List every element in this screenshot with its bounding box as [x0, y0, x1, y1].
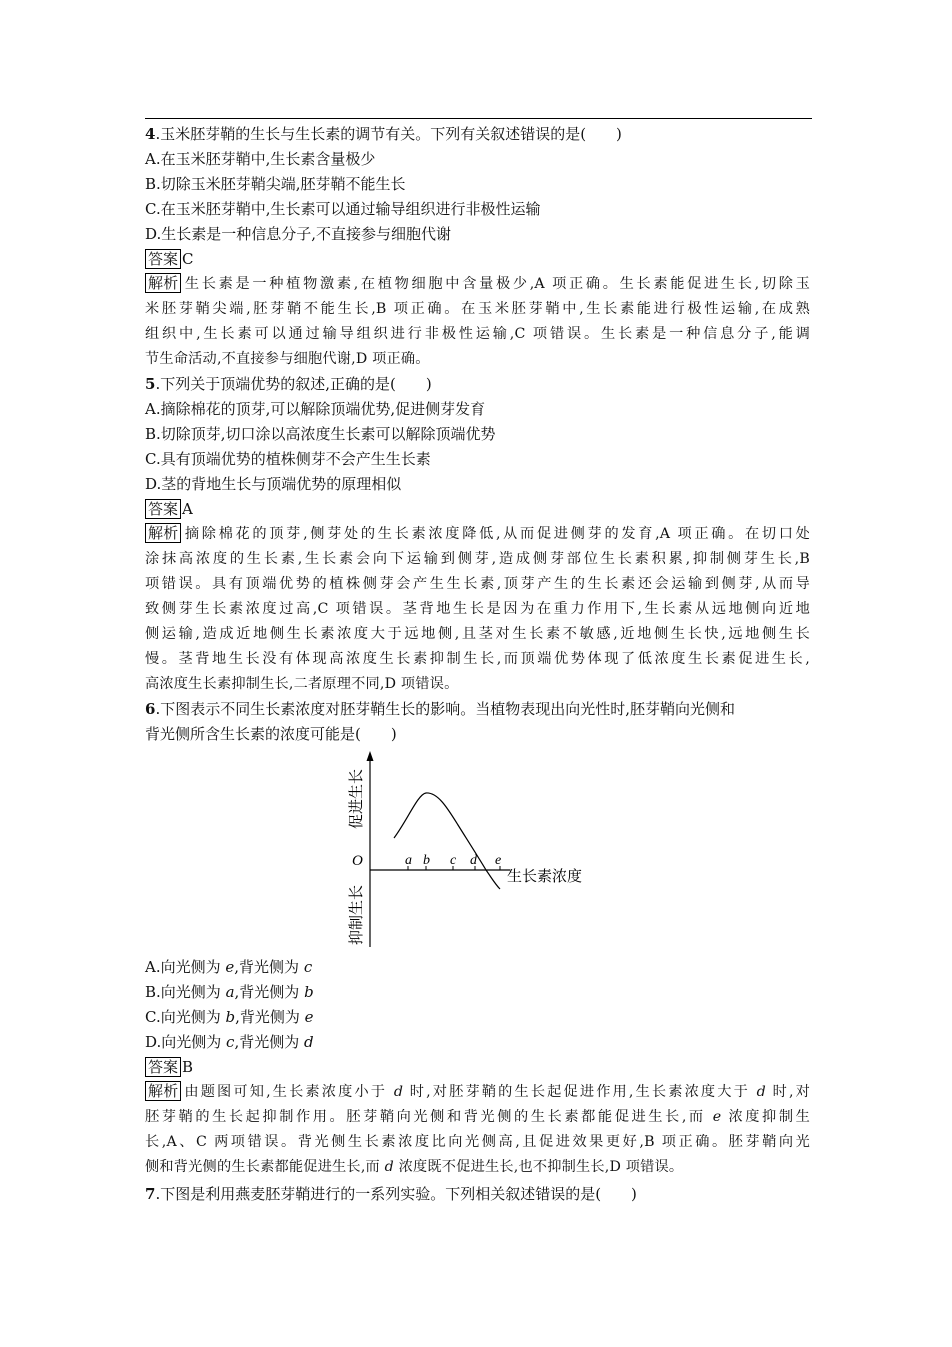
- q6-option-var: c: [303, 958, 313, 976]
- q5-answer: [145, 497, 810, 522]
- q6-analysis-line: [145, 1105, 810, 1130]
- analysis-tag: 解析: [145, 1081, 181, 1101]
- q5-option-b: B.切除顶芽,切口涂以高浓度生长素可以解除顶端优势: [145, 425, 496, 443]
- q6-option-text: B.向光侧为: [145, 983, 226, 1001]
- q6-option-c: [145, 1005, 810, 1030]
- analysis-tag: 解析: [145, 273, 181, 293]
- y-axis-positive-label: 促进生长: [347, 768, 365, 829]
- q6-option-text: A.向光侧为: [145, 958, 226, 976]
- q6-stem: [145, 697, 810, 722]
- q6-option-text: D.向光侧为: [145, 1033, 227, 1051]
- q6-analysis-text: 浓度抑制生: [721, 1109, 810, 1125]
- q6-analysis-text: 浓度既不促进生长,也不抑制生长,D 项错误。: [393, 1159, 684, 1175]
- tick-label-a: a: [405, 853, 412, 868]
- q4-stem: [145, 122, 810, 147]
- q6-option-var: e: [225, 958, 235, 976]
- y-axis-arrow: [367, 751, 374, 761]
- origin-label: O: [352, 853, 363, 869]
- q6-option-text: ,背光侧为: [234, 958, 304, 976]
- tick-label-b: b: [423, 853, 430, 868]
- q7-number: 7: [145, 1185, 156, 1203]
- q6-option-text: ,背光侧为: [234, 1033, 304, 1051]
- q4-option-a: A.在玉米胚芽鞘中,生长素含量极少: [145, 150, 376, 168]
- q4-analysis-text: 生长素是一种植物激素,在植物细胞中含量极少,A 项正确。生长素能促进生长,切除玉: [182, 276, 810, 292]
- q6-analysis-var: d: [384, 1159, 394, 1175]
- q6-option-var: c: [226, 1033, 235, 1051]
- q6-stem-cont: 背光侧所含生长素的浓度可能是( ): [145, 725, 397, 743]
- response-curve: [394, 793, 500, 889]
- q4-analysis-line: 组织中,生长素可以通过输导组织进行非极性运输,C 项错误。生长素是一种信息分子,能调: [145, 326, 810, 342]
- q5-option-a: A.摘除棉花的顶芽,可以解除顶端优势,促进侧芽发育: [145, 400, 486, 418]
- q6-answer-value: B: [182, 1058, 194, 1076]
- q7-stem: [145, 1182, 810, 1207]
- q6-option-var: a: [225, 983, 235, 1001]
- q5-answer-value: A: [182, 500, 193, 518]
- q6-figure: [145, 747, 810, 955]
- q6-option-var: d: [303, 1033, 314, 1051]
- q6-analysis-var: e: [712, 1109, 722, 1125]
- q4-number: 4: [145, 125, 156, 143]
- analysis-tag: 解析: [145, 523, 181, 543]
- q5-analysis-line: 致侧芽生长素浓度过高,C 项错误。茎背地生长是因为在重力作用下,生长素从远地侧向近地: [145, 601, 810, 617]
- q6-analysis-text: 侧和背光侧的生长素都能促进生长,而: [145, 1159, 385, 1175]
- q5-analysis-line: 慢。茎背地生长没有体现高浓度生长素抑制生长,而顶端优势体现了低浓度生长素促进生长,: [145, 651, 810, 667]
- header-rule: [145, 118, 812, 119]
- q5-analysis-text: 摘除棉花的顶芽,侧芽处的生长素浓度降低,从而促进侧芽的发育,A 项正确。在切口处: [182, 526, 810, 542]
- q6-option-text: ,背光侧为: [234, 983, 305, 1001]
- answer-tag: 答案: [145, 499, 181, 519]
- q5-analysis-line: 高浓度生长素抑制生长,二者原理不同,D 项错误。: [145, 676, 459, 692]
- q4-option-d: D.生长素是一种信息分子,不直接参与细胞代谢: [145, 225, 452, 243]
- q6-option-b: [145, 980, 810, 1005]
- q6-option-d: [145, 1030, 810, 1055]
- q6-option-var: b: [225, 1008, 236, 1026]
- q4-analysis-line: 节生命活动,不直接参与细胞代谢,D 项正确。: [145, 351, 430, 367]
- x-axis-label: 生长素浓度: [507, 867, 583, 885]
- q5-option-c: C.具有顶端优势的植株侧芽不会产生生长素: [145, 450, 431, 468]
- y-axis-negative-label: 抑制生长: [347, 884, 365, 945]
- auxin-response-graph: [347, 749, 610, 949]
- q6-analysis-line: [145, 1155, 810, 1180]
- q6-analysis-var: d: [393, 1084, 404, 1100]
- q4-answer-value: C: [182, 250, 194, 268]
- tick-label-e: e: [495, 853, 502, 868]
- q6-option-var: b: [304, 983, 314, 1001]
- q6-analysis-text: 长,A、C 两项错误。背光侧生长素浓度比向光侧高,且促进效果更好,B 项正确。胚芽鞘向光: [145, 1134, 810, 1150]
- q6-analysis-text: 胚芽鞘的生长起抑制作用。胚芽鞘向光侧和背光侧的生长素都能促进生长,而: [145, 1109, 713, 1125]
- q5-analysis-line: 项错误。具有顶端优势的植株侧芽会产生生长素,顶芽产生的生长素还会运输到侧芽,从而导: [145, 576, 810, 592]
- q5-stem-text: .下列关于顶端优势的叙述,正确的是( ): [155, 375, 432, 393]
- q4-option-b: B.切除玉米胚芽鞘尖端,胚芽鞘不能生长: [145, 175, 406, 193]
- q4-analysis-line: 米胚芽鞘尖端,胚芽鞘不能生长,B 项正确。在玉米胚芽鞘中,生长素能进行极性运输,在成熟: [145, 301, 810, 317]
- q5-analysis-line: 侧运输,造成近地侧生长素浓度大于远地侧,且茎对生长素不敏感,近地侧生长快,远地侧生长: [145, 626, 810, 642]
- q6-option-a: [145, 955, 810, 980]
- q6-option-var: e: [304, 1008, 314, 1026]
- q4-option-c: C.在玉米胚芽鞘中,生长素可以通过输导组织进行非极性运输: [145, 200, 541, 218]
- q5-stem: [145, 372, 810, 397]
- q4-answer: [145, 247, 810, 272]
- q6-analysis-line: [145, 1080, 810, 1105]
- q6-number: 6: [145, 700, 156, 718]
- q4-analysis-line: [145, 272, 810, 297]
- q6-option-text: C.向光侧为: [145, 1008, 226, 1026]
- q5-analysis-line: [145, 522, 810, 547]
- q6-analysis-var: d: [756, 1084, 766, 1100]
- q6-option-text: ,背光侧为: [235, 1008, 305, 1026]
- q5-number: 5: [145, 375, 156, 393]
- q5-analysis-line: 涂抹高浓度的生长素,生长素会向下运输到侧芽,造成侧芽部位生长素积累,抑制侧芽生长,B: [145, 551, 810, 567]
- q6-answer: [145, 1055, 810, 1080]
- q5-option-d: D.茎的背地生长与顶端优势的原理相似: [145, 475, 402, 493]
- q6-analysis-text: 时,对胚芽鞘的生长起促进作用,生长素浓度大于: [403, 1084, 757, 1100]
- q6-analysis-text: 由题图可知,生长素浓度小于: [182, 1084, 394, 1100]
- q6-analysis-text: 时,对: [765, 1084, 810, 1100]
- q4-stem-text: .玉米胚芽鞘的生长与生长素的调节有关。下列有关叙述错误的是( ): [155, 125, 622, 143]
- exam-page: [145, 122, 810, 1207]
- q7-stem-text: .下图是利用燕麦胚芽鞘进行的一系列实验。下列相关叙述错误的是( ): [155, 1185, 637, 1203]
- q6-stem-text: .下图表示不同生长素浓度对胚芽鞘生长的影响。当植物表现出向光性时,胚芽鞘向光侧和: [155, 700, 735, 718]
- tick-label-c: c: [450, 853, 457, 868]
- tick-label-d: d: [470, 853, 477, 868]
- answer-tag: 答案: [145, 249, 181, 269]
- q6-analysis-line: [145, 1130, 810, 1155]
- answer-tag: 答案: [145, 1057, 181, 1077]
